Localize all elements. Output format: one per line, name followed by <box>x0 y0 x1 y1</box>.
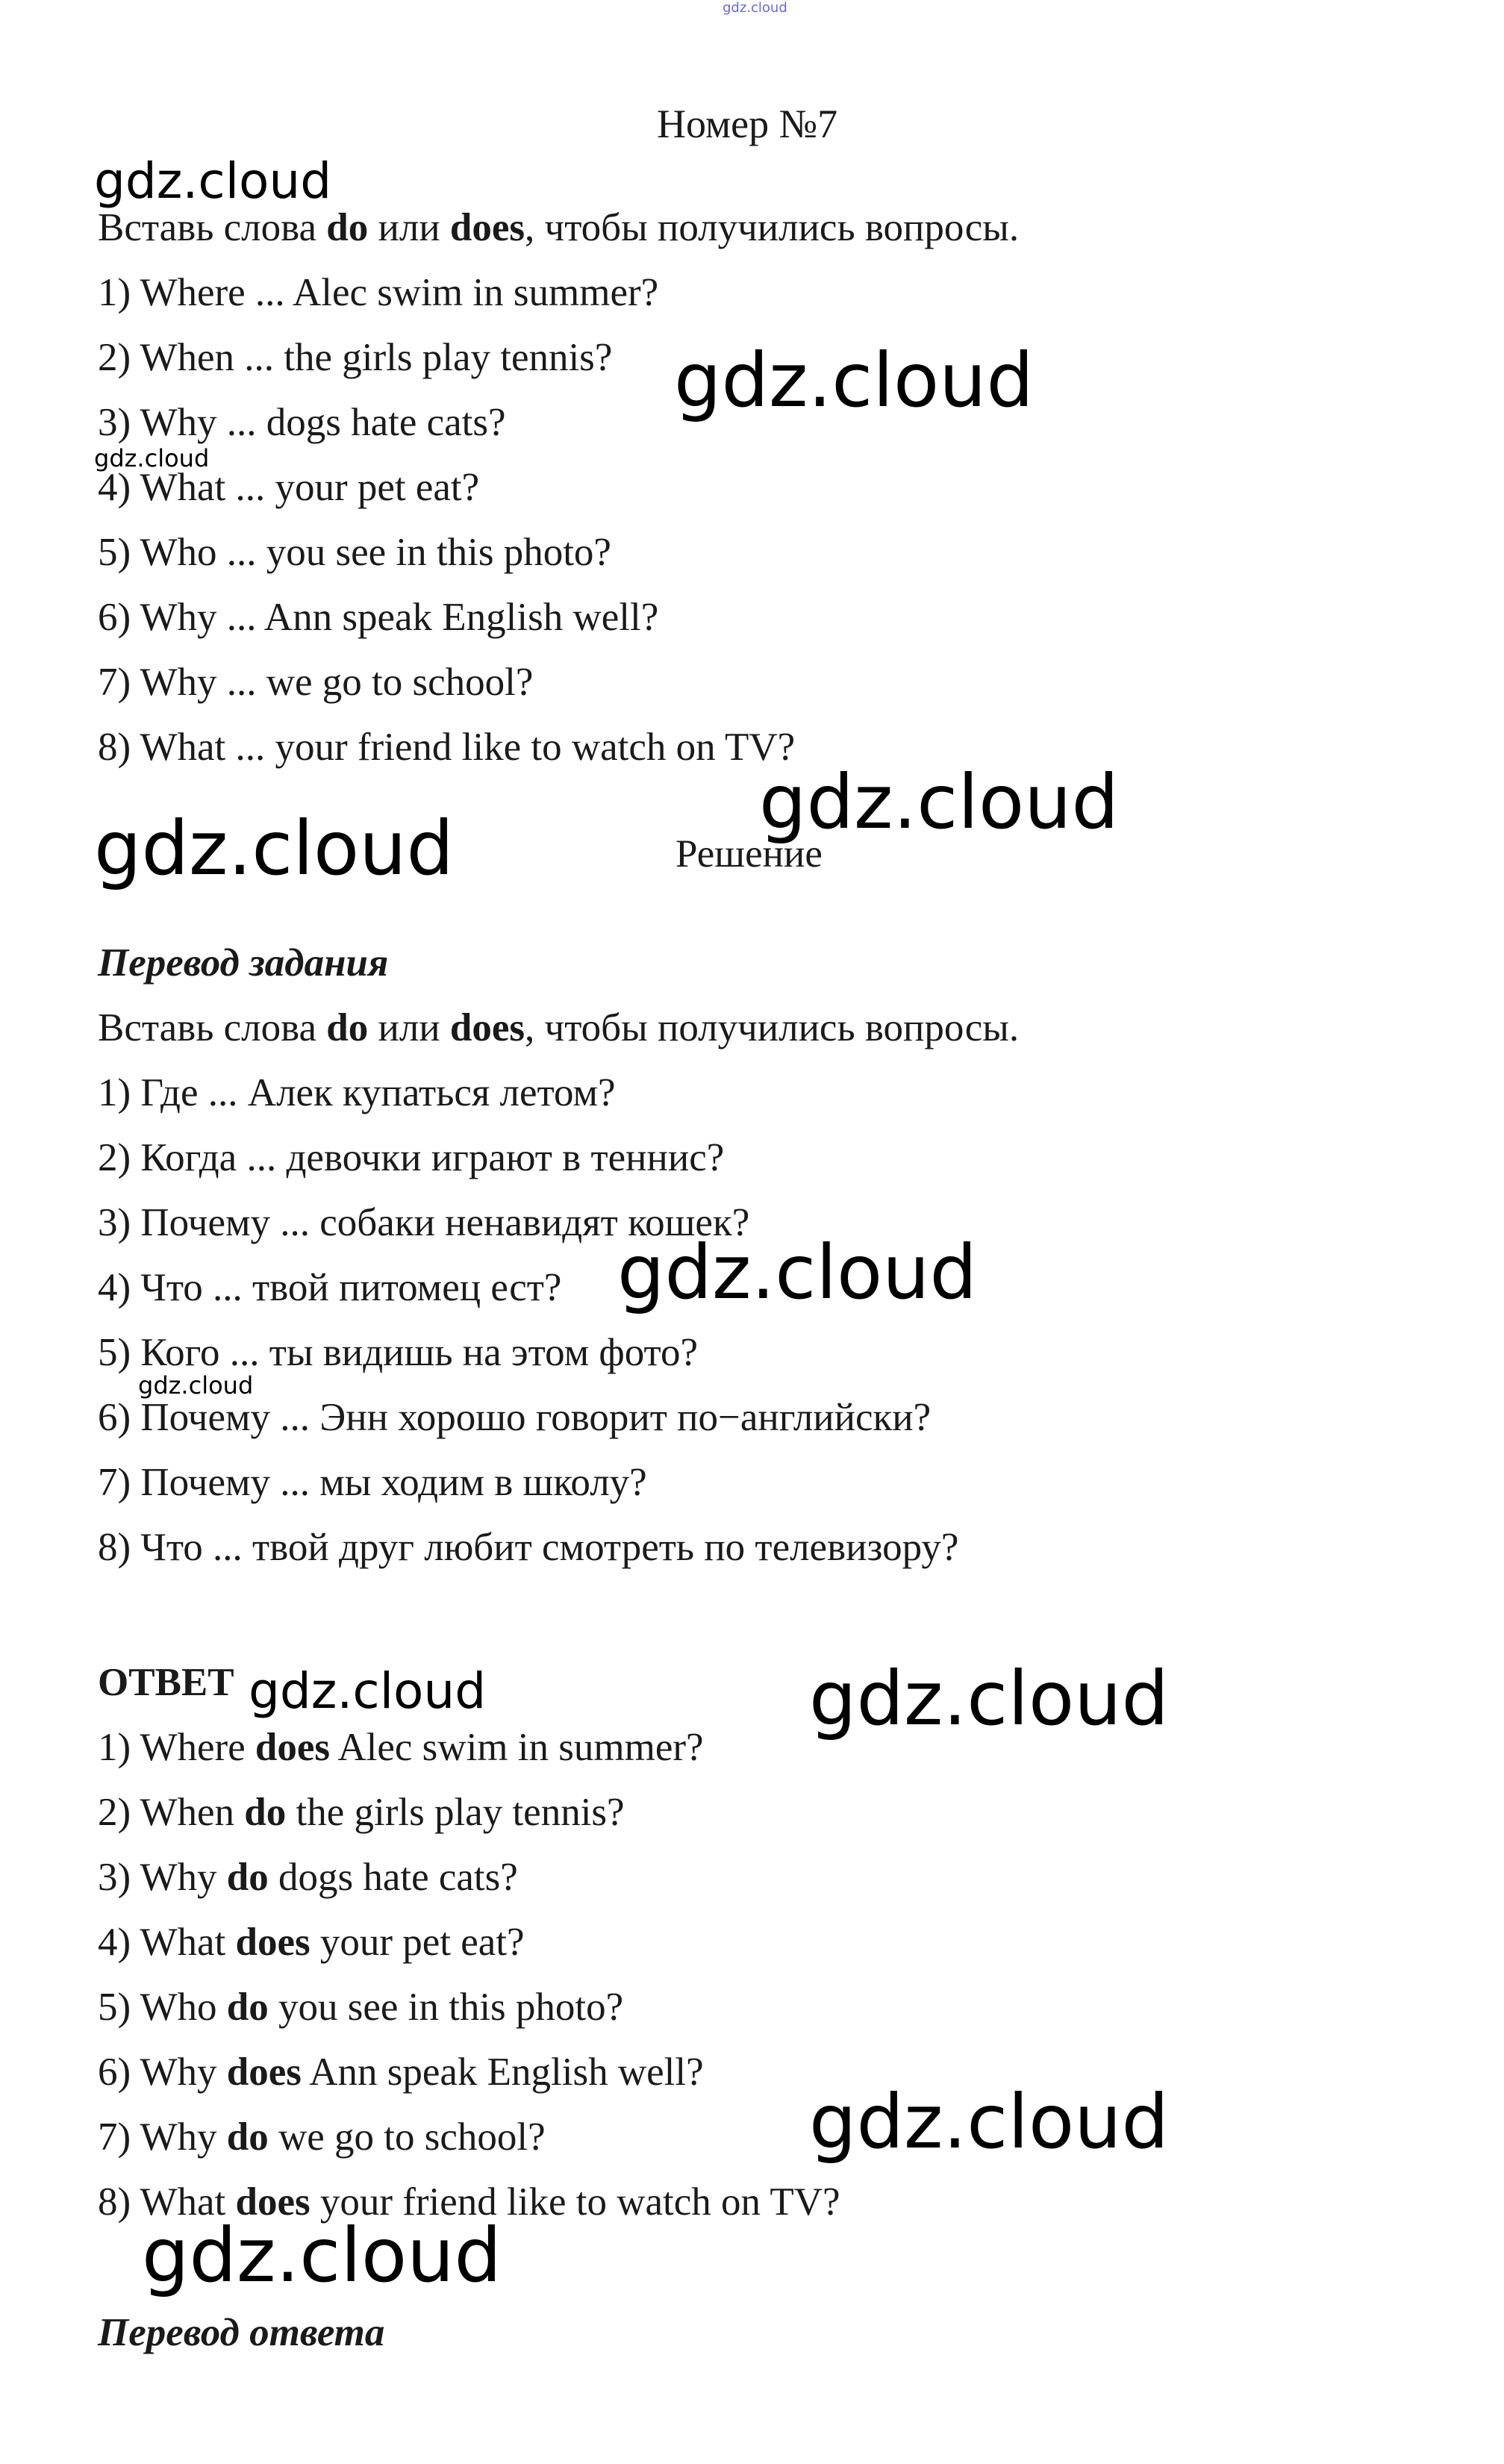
answer-word: does <box>255 1726 331 1769</box>
answer-word: do <box>226 1856 269 1899</box>
translation-instruction <box>98 1004 1019 1052</box>
answer-text: you see in this photo? <box>268 1986 624 2029</box>
solution-heading: Решение <box>675 832 823 876</box>
answer-text: 2) When <box>98 1791 245 1834</box>
translation-heading: Перевод задания <box>98 941 389 985</box>
instruction-do: do <box>326 1006 369 1049</box>
task-item-2: 2) When ... the girls play tennis? <box>98 336 613 379</box>
translation-item-8: 8) Что ... твой друг любит смотреть по телевизору? <box>98 1526 959 1569</box>
answer-text: 6) Why <box>98 2050 227 2094</box>
answer-word: does <box>226 2050 302 2094</box>
page-title: Номер №7 <box>657 102 838 146</box>
watermark: gdz.cloud <box>249 1662 487 1720</box>
answer-text: the girls play tennis? <box>286 1791 625 1834</box>
instruction-text: или <box>368 206 450 249</box>
watermark: gdz.cloud <box>617 1229 978 1316</box>
instruction-does: does <box>449 1006 525 1049</box>
answer-text: 3) Why <box>98 1856 227 1899</box>
answer-text: Ann speak English well? <box>301 2050 704 2094</box>
instruction-text: , чтобы получились вопросы. <box>525 1006 1020 1049</box>
answer-text: 7) Why <box>98 2115 227 2159</box>
instruction-does: does <box>449 206 525 249</box>
watermark: gdz.cloud <box>94 805 455 892</box>
answer-word: do <box>226 1986 269 2029</box>
watermark: gdz.cloud <box>809 1655 1170 1742</box>
answer-heading: ОТВЕТ <box>98 1661 234 1704</box>
answer-item-3 <box>98 1853 518 1901</box>
task-item-3: 3) Why ... dogs hate cats? <box>98 401 506 444</box>
translation-item-5: 5) Кого ... ты видишь на этом фото? <box>98 1331 699 1374</box>
answer-item-5 <box>98 1983 623 2031</box>
task-item-1: 1) Where ... Alec swim in summer? <box>98 271 659 314</box>
answer-text: your friend like to watch on TV? <box>310 2180 840 2224</box>
watermark: gdz.cloud <box>723 0 787 16</box>
answer-text: 1) Where <box>98 1726 255 1769</box>
task-item-8: 8) What ... your friend like to watch on TV? <box>98 726 796 769</box>
watermark: gdz.cloud <box>142 2212 502 2299</box>
answer-text: 8) What <box>98 2180 236 2224</box>
answer-text: 4) What <box>98 1921 236 1964</box>
task-item-7: 7) Why ... we go to school? <box>98 661 534 704</box>
answer-word: do <box>226 2115 269 2159</box>
answer-text: we go to school? <box>268 2115 546 2159</box>
instruction-text: Вставь слова <box>98 1006 327 1049</box>
watermark: gdz.cloud <box>759 758 1120 846</box>
translation-item-4: 4) Что ... твой питомец ест? <box>98 1266 562 1309</box>
answer-item-7 <box>98 2113 546 2161</box>
watermark: gdz.cloud <box>809 2078 1170 2165</box>
watermark: gdz.cloud <box>138 1371 254 1400</box>
answer-text: dogs hate cats? <box>268 1856 518 1899</box>
watermark: gdz.cloud <box>94 152 332 210</box>
translation-item-3: 3) Почему ... собаки ненавидят кошек? <box>98 1201 750 1244</box>
translation-item-6: 6) Почему ... Энн хорошо говорит по−английски? <box>98 1396 932 1439</box>
answer-item-4 <box>98 1918 525 1966</box>
instruction-text: или <box>368 1006 450 1049</box>
watermark: gdz.cloud <box>674 337 1035 424</box>
answer-text: Alec swim in summer? <box>330 1726 704 1769</box>
answer-item-1 <box>98 1724 704 1771</box>
instruction-do: do <box>326 206 369 249</box>
instruction-text: , чтобы получились вопросы. <box>525 206 1020 249</box>
answer-word: do <box>244 1791 287 1834</box>
task-item-6: 6) Why ... Ann speak English well? <box>98 596 659 639</box>
answer-text: your pet eat? <box>310 1921 525 1964</box>
answer-item-2 <box>98 1788 625 1836</box>
translation-item-7: 7) Почему ... мы ходим в школу? <box>98 1461 647 1504</box>
task-item-5: 5) Who ... you see in this photo? <box>98 531 611 574</box>
instruction-text: Вставь слова <box>98 206 327 249</box>
answer-text: 5) Who <box>98 1986 227 2029</box>
answer-word: does <box>235 1921 311 1964</box>
translation-item-1: 1) Где ... Алек купаться летом? <box>98 1071 616 1114</box>
answer-item-6 <box>98 2048 704 2096</box>
task-instruction <box>98 204 1019 252</box>
answer-word: does <box>235 2180 311 2224</box>
task-item-4: 4) What ... your pet eat? <box>98 466 480 509</box>
watermark: gdz.cloud <box>94 444 210 472</box>
answer-translation-heading: Перевод ответа <box>98 2311 385 2354</box>
translation-item-2: 2) Когда ... девочки играют в теннис? <box>98 1136 725 1179</box>
